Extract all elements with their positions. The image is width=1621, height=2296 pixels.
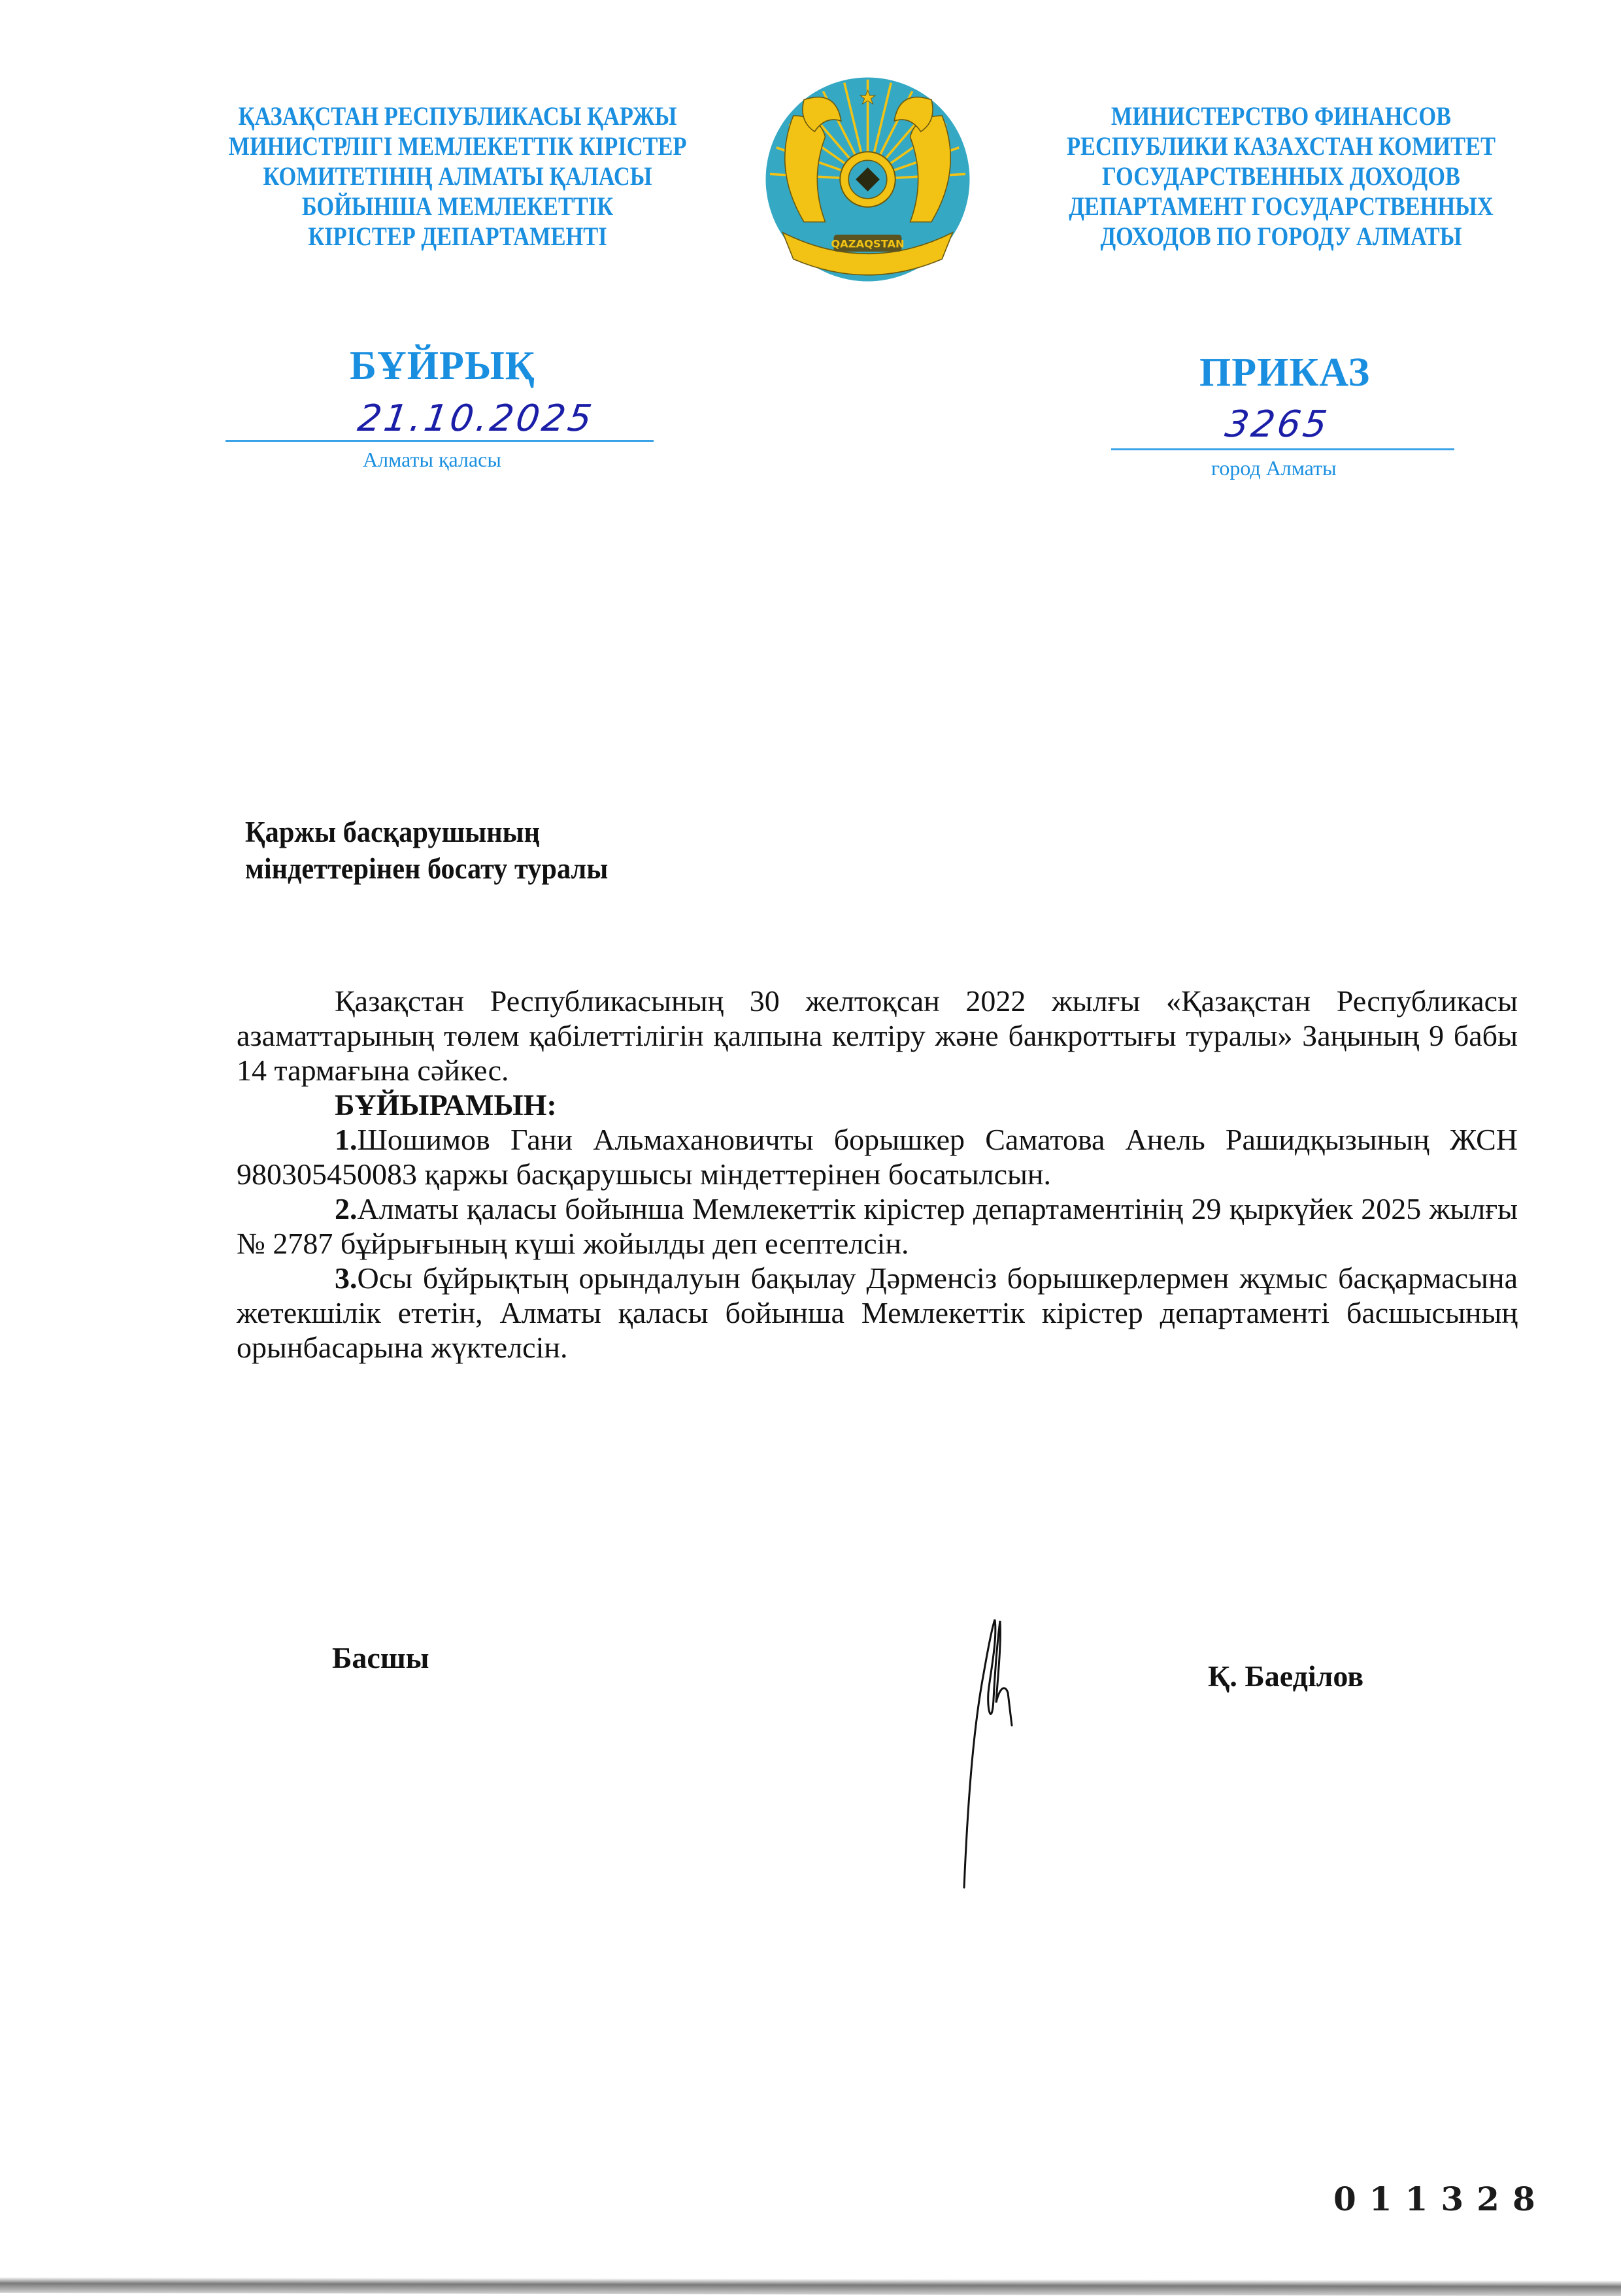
org-ru-line: ДЕПАРТАМЕНТ ГОСУДАРСТВЕННЫХ	[1069, 191, 1494, 221]
form-serial-number: 011328	[1333, 2180, 1548, 2218]
subject-line-2: міндеттерінен босату туралы	[245, 852, 609, 885]
signatory-title: Басшы	[332, 1641, 429, 1674]
emblem-caption: QAZAQSTAN	[831, 237, 905, 250]
org-name-kazakh	[176, 101, 739, 252]
order-body	[237, 984, 1518, 1365]
doc-type-kazakh: БҰЙРЫҚ	[350, 344, 535, 388]
item-number: 3.	[335, 1261, 358, 1295]
handwritten-signature	[954, 1614, 1072, 1889]
item-number: 2.	[335, 1192, 358, 1225]
org-ru-line: РЕСПУБЛИКИ КАЗАХСТАН КОМИТЕТ	[1066, 131, 1496, 161]
item-text: Осы бұйрықтың орындалуын бақылау Дәрменсіз борышкерлермен жұмыс басқармасына жетекшілік ететін, Алматы қаласы бойынша Мемлекеттік кірістер департаменті басшысының орынбасарына жүктелсін.	[237, 1261, 1518, 1364]
subject-line-1: Қаржы басқарушының	[245, 815, 541, 848]
org-ru-line: МИНИСТЕРСТВО ФИНАНСОВ	[1111, 101, 1452, 131]
state-emblem-icon	[761, 73, 974, 286]
number-underline	[1111, 448, 1454, 450]
order-item	[237, 1122, 1518, 1191]
date-underline	[226, 440, 654, 442]
city-russian: город Алматы	[1211, 456, 1337, 480]
order-item	[237, 1191, 1518, 1261]
org-name-russian	[1011, 101, 1551, 252]
city-kazakh: Алматы қаласы	[363, 448, 501, 471]
item-text: Алматы қаласы бойынша Мемлекеттік кірістер департаментінің 29 қыркүйек 2025 жылғы № 2787 бұйрығының күші жойылды деп есептелсін.	[237, 1192, 1518, 1260]
org-kz-line: КІРІСТЕР ДЕПАРТАМЕНТІ	[308, 222, 607, 251]
item-text: Шошимов Гани Альмахановичты борышкер Саматова Анель Рашидқызының ЖСН 980305450083 қаржы басқарушысы міндеттерінен босатылсын.	[237, 1123, 1518, 1191]
order-item	[237, 1261, 1518, 1365]
org-kz-line: БОЙЫНША МЕМЛЕКЕТТІК	[301, 191, 614, 221]
scan-bottom-edge	[0, 2277, 1621, 2296]
doc-type-russian: ПРИКАЗ	[1199, 350, 1371, 395]
item-number: 1.	[335, 1123, 358, 1156]
org-kz-line: КОМИТЕТІНІҢ АЛМАТЫ ҚАЛАСЫ	[263, 161, 652, 191]
order-subject	[245, 814, 608, 887]
order-word: БҰЙЫРАМЫН:	[335, 1088, 557, 1122]
handwritten-order-number: 3265	[1222, 403, 1333, 446]
signatory-name: Қ. Баеділов	[1208, 1659, 1364, 1693]
org-ru-line: ДОХОДОВ ПО ГОРОДУ АЛМАТЫ	[1100, 222, 1462, 251]
handwritten-date: 21.10.2025	[355, 397, 597, 440]
preamble: Қазақстан Республикасының 30 желтоқсан 2022 жылғы «Қазақстан Республикасы азаматтарының төлем қабілеттілігін қалпына келтіру және банкроттығы туралы» Заңының 9 бабы 14 тармағына сәйкес.	[237, 984, 1518, 1087]
org-ru-line: ГОСУДАРСТВЕННЫХ ДОХОДОВ	[1102, 161, 1460, 191]
org-kz-line: МИНИСТРЛІГІ МЕМЛЕКЕТТІК КІРІСТЕР	[228, 131, 687, 161]
org-kz-line: ҚАЗАҚСТАН РЕСПУБЛИКАСЫ ҚАРЖЫ	[238, 101, 677, 131]
